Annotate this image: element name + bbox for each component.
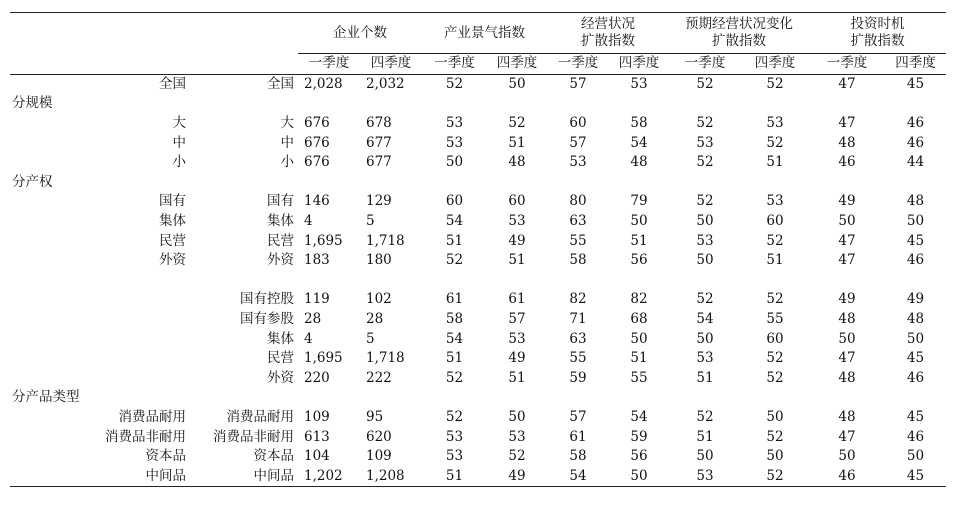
quarter-header: 一季度 <box>669 54 741 75</box>
value-cell: 56 <box>630 448 648 465</box>
value-cell: 220 <box>304 369 330 386</box>
value-cell: 52 <box>445 75 464 92</box>
table-row <box>10 290 946 310</box>
column-group-header <box>809 13 946 54</box>
value-cell: 61 <box>445 291 464 308</box>
value-cell: 95 <box>366 408 384 425</box>
value-cell: 45 <box>885 466 946 486</box>
value-cell: 60 <box>766 330 784 347</box>
value-cell: 52 <box>696 75 714 92</box>
table-row <box>10 74 946 94</box>
column-group-header <box>422 13 547 54</box>
value-cell: 183 <box>304 252 330 269</box>
row-label-primary <box>10 329 188 349</box>
value-cell: 47 <box>838 350 856 367</box>
business-climate-table <box>10 12 946 487</box>
value-cell: 48 <box>906 311 925 328</box>
value-cell: 1,208 <box>360 466 422 486</box>
value-cell: 53 <box>766 193 784 210</box>
value-cell: 79 <box>630 193 648 210</box>
value-cell: 52 <box>766 75 784 92</box>
table-row <box>10 329 946 349</box>
value-cell: 82 <box>569 291 587 308</box>
category-group-label: 分规模 <box>12 95 53 112</box>
row-label-secondary: 全国 <box>267 75 294 92</box>
value-cell: 28 <box>304 311 322 328</box>
value-cell: 55 <box>569 350 587 367</box>
quarter-header: 四季度 <box>609 54 669 75</box>
table-row <box>10 114 946 134</box>
value-cell: 45 <box>906 75 925 92</box>
value-cell: 50 <box>508 408 526 425</box>
table-row <box>10 251 946 271</box>
value-cell: 50 <box>508 75 526 92</box>
value-cell: 46 <box>809 466 885 486</box>
quarter-header: 一季度 <box>809 54 885 75</box>
quarter-header: 四季度 <box>360 54 422 75</box>
value-cell: 49 <box>487 466 547 486</box>
column-group-header <box>298 13 422 54</box>
value-cell: 53 <box>569 154 587 171</box>
table-row <box>10 349 946 369</box>
table-row <box>10 447 946 467</box>
value-cell: 58 <box>445 311 464 328</box>
value-cell: 50 <box>766 408 784 425</box>
value-cell: 104 <box>304 448 330 465</box>
value-cell: 1,718 <box>366 350 405 367</box>
value-cell: 55 <box>630 369 648 386</box>
value-cell: 52 <box>741 466 809 486</box>
value-cell: 46 <box>906 369 925 386</box>
value-cell: 53 <box>445 428 464 445</box>
row-label-primary: 国有 <box>159 193 186 210</box>
value-cell: 50 <box>696 252 714 269</box>
value-cell: 51 <box>696 369 714 386</box>
value-cell: 50 <box>766 448 784 465</box>
value-cell: 58 <box>630 115 648 132</box>
value-cell: 1,695 <box>304 350 343 367</box>
value-cell: 52 <box>445 408 464 425</box>
value-cell: 2,032 <box>366 75 405 92</box>
value-cell: 180 <box>366 252 392 269</box>
value-cell: 53 <box>508 428 526 445</box>
value-cell: 45 <box>906 232 925 249</box>
header-group-row <box>10 13 946 54</box>
value-cell: 57 <box>569 134 587 151</box>
column-group-header-line: 产业景气指数 <box>444 24 525 41</box>
value-cell: 50 <box>696 330 714 347</box>
value-cell: 48 <box>906 193 925 210</box>
value-cell: 53 <box>669 466 741 486</box>
value-cell: 53 <box>445 134 464 151</box>
column-group-header-line: 预期经营状况变化 <box>685 16 793 32</box>
value-cell: 53 <box>696 232 714 249</box>
row-label-primary <box>10 310 188 330</box>
row-label-primary: 集体 <box>159 213 186 230</box>
row-label-primary <box>10 349 188 369</box>
value-cell: 60 <box>569 115 587 132</box>
row-label-primary: 大 <box>172 115 186 132</box>
value-cell: 28 <box>366 311 384 328</box>
value-cell: 48 <box>838 311 856 328</box>
value-cell: 58 <box>569 252 587 269</box>
table-row <box>10 212 946 232</box>
value-cell: 47 <box>838 115 856 132</box>
value-cell: 53 <box>445 115 464 132</box>
value-cell: 60 <box>445 193 464 210</box>
column-group-header <box>669 13 809 54</box>
table-row <box>10 408 946 428</box>
value-cell: 222 <box>366 369 392 386</box>
value-cell: 5 <box>366 213 375 230</box>
value-cell: 82 <box>630 291 648 308</box>
value-cell: 63 <box>569 330 587 347</box>
row-label-primary: 中 <box>172 134 186 151</box>
value-cell: 57 <box>569 408 587 425</box>
row-label-secondary: 国有参股 <box>240 311 294 328</box>
value-cell: 677 <box>366 154 392 171</box>
value-cell: 119 <box>304 291 330 308</box>
value-cell: 49 <box>838 291 856 308</box>
value-cell: 50 <box>838 448 856 465</box>
value-cell: 48 <box>838 408 856 425</box>
value-cell: 54 <box>547 466 609 486</box>
value-cell: 55 <box>766 311 784 328</box>
column-group-header-line: 扩散指数 <box>850 33 905 49</box>
value-cell: 52 <box>508 448 526 465</box>
value-cell: 47 <box>838 252 856 269</box>
row-label-secondary: 集体 <box>267 213 294 230</box>
value-cell: 52 <box>445 252 464 269</box>
category-group-row <box>10 94 946 114</box>
value-cell: 48 <box>630 154 648 171</box>
value-cell: 49 <box>906 291 925 308</box>
value-cell: 146 <box>304 193 330 210</box>
value-cell: 678 <box>366 115 392 132</box>
value-cell: 80 <box>569 193 587 210</box>
value-cell: 50 <box>838 213 856 230</box>
row-label-secondary: 外资 <box>267 252 294 269</box>
value-cell: 50 <box>630 330 648 347</box>
value-cell: 50 <box>445 154 464 171</box>
value-cell: 60 <box>508 193 526 210</box>
value-cell: 59 <box>630 428 648 445</box>
table-row <box>10 133 946 153</box>
value-cell: 46 <box>838 154 856 171</box>
category-group-row <box>10 388 946 408</box>
value-cell: 50 <box>906 448 925 465</box>
value-cell: 620 <box>366 428 392 445</box>
header-blank <box>188 54 298 75</box>
value-cell: 676 <box>304 115 330 132</box>
value-cell: 46 <box>906 428 925 445</box>
value-cell: 51 <box>508 252 526 269</box>
quarter-header: 四季度 <box>885 54 946 75</box>
row-label-secondary: 民营 <box>267 350 294 367</box>
row-label-secondary: 民营 <box>267 232 294 249</box>
value-cell: 57 <box>508 311 526 328</box>
value-cell: 1,202 <box>298 466 360 486</box>
quarter-header: 四季度 <box>741 54 809 75</box>
column-group-header-line: 扩散指数 <box>712 33 766 49</box>
value-cell: 45 <box>906 350 925 367</box>
header-blank <box>10 54 188 75</box>
value-cell: 54 <box>445 213 464 230</box>
value-cell: 58 <box>569 448 587 465</box>
value-cell: 55 <box>569 232 587 249</box>
value-cell: 48 <box>508 154 526 171</box>
value-cell: 51 <box>766 252 784 269</box>
value-cell: 53 <box>696 350 714 367</box>
quarter-header: 一季度 <box>298 54 360 75</box>
row-label-primary: 资本品 <box>145 448 186 465</box>
value-cell: 51 <box>445 350 464 367</box>
value-cell: 54 <box>696 311 714 328</box>
header-sub-row <box>10 54 946 75</box>
value-cell: 51 <box>630 232 648 249</box>
value-cell: 52 <box>696 115 714 132</box>
value-cell: 50 <box>630 213 648 230</box>
value-cell: 50 <box>609 466 669 486</box>
value-cell: 52 <box>696 154 714 171</box>
row-label-secondary: 国有 <box>267 193 294 210</box>
value-cell: 52 <box>508 115 526 132</box>
value-cell: 109 <box>366 448 392 465</box>
row-label-secondary: 小 <box>280 154 294 171</box>
row-label-secondary: 中 <box>280 134 294 151</box>
row-label-secondary: 消费品耐用 <box>226 408 294 425</box>
column-group-header-line: 投资时机 <box>850 16 905 32</box>
category-group-label: 分产权 <box>12 173 53 190</box>
row-label-secondary: 国有控股 <box>240 291 294 308</box>
row-label-primary: 全国 <box>159 75 186 92</box>
value-cell: 63 <box>569 213 587 230</box>
spacer-row <box>10 271 946 291</box>
row-label-secondary: 外资 <box>267 369 294 386</box>
value-cell: 45 <box>906 408 925 425</box>
row-label-secondary: 资本品 <box>253 448 294 465</box>
value-cell: 51 <box>508 134 526 151</box>
table-row <box>10 427 946 447</box>
row-label-primary: 中间品 <box>10 466 188 486</box>
value-cell: 46 <box>906 252 925 269</box>
value-cell: 46 <box>906 115 925 132</box>
value-cell: 50 <box>906 330 925 347</box>
value-cell: 52 <box>766 350 784 367</box>
value-cell: 51 <box>445 232 464 249</box>
value-cell: 54 <box>445 330 464 347</box>
value-cell: 53 <box>508 330 526 347</box>
value-cell: 48 <box>838 134 856 151</box>
value-cell: 5 <box>366 330 375 347</box>
row-label-secondary: 消费品非耐用 <box>213 428 294 445</box>
value-cell: 613 <box>304 428 330 445</box>
value-cell: 61 <box>508 291 526 308</box>
row-label-secondary: 大 <box>280 115 294 132</box>
spacer-cell <box>10 271 946 291</box>
column-group-header-line: 企业个数 <box>333 24 387 41</box>
row-label-primary: 小 <box>172 154 186 171</box>
row-label-primary: 民营 <box>159 232 186 249</box>
value-cell: 2,028 <box>304 75 343 92</box>
category-group-row <box>10 173 946 193</box>
value-cell: 677 <box>366 134 392 151</box>
quarter-header: 一季度 <box>422 54 487 75</box>
quarter-header: 一季度 <box>547 54 609 75</box>
column-group-header-line: 扩散指数 <box>581 33 635 49</box>
value-cell: 52 <box>696 408 714 425</box>
row-label-primary <box>10 369 188 389</box>
header-blank <box>188 13 298 54</box>
value-cell: 53 <box>630 75 648 92</box>
value-cell: 50 <box>906 213 925 230</box>
value-cell: 49 <box>508 232 526 249</box>
column-group-header <box>547 13 669 54</box>
value-cell: 53 <box>445 448 464 465</box>
value-cell: 52 <box>766 428 784 445</box>
value-cell: 44 <box>906 154 925 171</box>
header-blank <box>10 13 188 54</box>
row-label-primary <box>10 290 188 310</box>
value-cell: 53 <box>766 115 784 132</box>
value-cell: 129 <box>366 193 392 210</box>
value-cell: 68 <box>630 311 648 328</box>
value-cell: 1,718 <box>366 232 405 249</box>
row-label-primary: 消费品耐用 <box>118 408 186 425</box>
table-body <box>10 74 946 486</box>
value-cell: 1,695 <box>304 232 343 249</box>
value-cell: 52 <box>696 291 714 308</box>
value-cell: 676 <box>304 134 330 151</box>
value-cell: 51 <box>422 466 487 486</box>
value-cell: 52 <box>766 232 784 249</box>
row-label-primary: 外资 <box>159 252 186 269</box>
value-cell: 51 <box>696 428 714 445</box>
value-cell: 676 <box>304 154 330 171</box>
value-cell: 53 <box>696 134 714 151</box>
value-cell: 60 <box>766 213 784 230</box>
value-cell: 48 <box>838 369 856 386</box>
value-cell: 61 <box>569 428 587 445</box>
value-cell: 52 <box>766 134 784 151</box>
table-row <box>10 310 946 330</box>
value-cell: 50 <box>696 448 714 465</box>
table-row <box>10 153 946 173</box>
value-cell: 52 <box>766 369 784 386</box>
value-cell: 53 <box>508 213 526 230</box>
value-cell: 51 <box>630 350 648 367</box>
value-cell: 54 <box>630 408 648 425</box>
value-cell: 54 <box>630 134 648 151</box>
column-group-header-line: 经营状况 <box>581 16 635 32</box>
value-cell: 51 <box>508 369 526 386</box>
value-cell: 57 <box>569 75 587 92</box>
value-cell: 52 <box>696 193 714 210</box>
row-label-secondary: 集体 <box>267 330 294 347</box>
value-cell: 47 <box>838 428 856 445</box>
category-group-label: 分产品类型 <box>12 389 80 406</box>
value-cell: 52 <box>445 369 464 386</box>
value-cell: 50 <box>838 330 856 347</box>
table-row <box>10 231 946 251</box>
value-cell: 59 <box>569 369 587 386</box>
row-label-primary: 消费品非耐用 <box>105 428 186 445</box>
value-cell: 71 <box>569 311 587 328</box>
value-cell: 49 <box>508 350 526 367</box>
value-cell: 50 <box>696 213 714 230</box>
value-cell: 4 <box>304 330 313 347</box>
quarter-header: 四季度 <box>487 54 547 75</box>
table-row <box>10 369 946 389</box>
table-row <box>10 192 946 212</box>
value-cell: 51 <box>766 154 784 171</box>
value-cell: 47 <box>838 75 856 92</box>
table-row <box>10 466 946 486</box>
value-cell: 109 <box>304 408 330 425</box>
row-label-secondary: 中间品 <box>188 466 298 486</box>
value-cell: 52 <box>766 291 784 308</box>
value-cell: 102 <box>366 291 392 308</box>
value-cell: 46 <box>906 134 925 151</box>
value-cell: 49 <box>838 193 856 210</box>
statistics-table-container <box>10 12 946 487</box>
value-cell: 4 <box>304 213 313 230</box>
value-cell: 47 <box>838 232 856 249</box>
value-cell: 56 <box>630 252 648 269</box>
